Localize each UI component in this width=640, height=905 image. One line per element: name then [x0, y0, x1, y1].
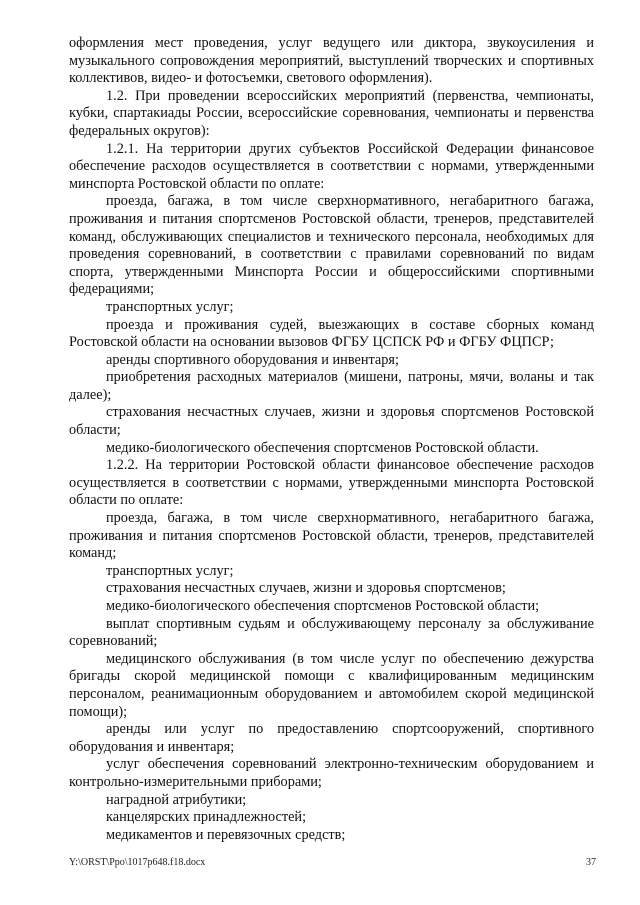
paragraph: приобретения расходных материалов (мишени, патроны, мячи, воланы и так далее);	[69, 369, 594, 403]
paragraph: 1.2.2. На территории Ростовской области финансовое обеспечение расходов осуществляется в соответствии с нормами, утвержденными минспорта Ростовской области по оплате:	[69, 457, 594, 509]
footer-file-path: Y:\ORST\Ppo\1017p648.f18.docx	[69, 857, 206, 868]
paragraph: проезда, багажа, в том числе сверхнормативного, негабаритного багажа, проживания и питания спортсменов Ростовской области, тренеров, представителей команд, обслуживающих специалистов и технического персонала, необходимых для проведения соревнований, в соответствии с правилами соревнований по видам спорта, утвержденными Минспорта России и общероссийскими спортивными федерациями;	[69, 193, 594, 298]
paragraph: оформления мест проведения, услуг ведущего или диктора, звукоусиления и музыкального сопровождения мероприятий, выступлений творческих и спортивных коллективов, видео- и фотосъемки, светового оформления).	[69, 35, 594, 87]
paragraph: наградной атрибутики;	[106, 791, 247, 808]
paragraph: транспортных услуг;	[106, 562, 234, 579]
paragraph: канцелярских принадлежностей;	[106, 809, 307, 826]
paragraph: медико-биологического обеспечения спортсменов Ростовской области.	[106, 439, 539, 456]
paragraph: медико-биологического обеспечения спортсменов Ростовской области;	[106, 598, 540, 614]
paragraph: выплат спортивным судьям и обслуживающему персоналу за обслуживание соревнований;	[69, 615, 594, 650]
paragraph: проезда и проживания судей, выезжающих в составе сборных команд Ростовской области на основании вызовов ФГБУ ЦСПСК РФ и ФГБУ ФЦПСР;	[69, 316, 594, 351]
document-body	[69, 35, 594, 844]
paragraph: страхования несчастных случаев, жизни и здоровья спортсменов;	[106, 580, 506, 597]
paragraph: аренды спортивного оборудования и инвентаря;	[106, 351, 399, 368]
paragraph: медикаментов и перевязочных средств;	[106, 826, 346, 843]
paragraph: 1.2. При проведении всероссийских мероприятий (первенства, чемпионаты, кубки, спартакиады России, всероссийские соревнования, чемпионаты и первенства федеральных округов):	[69, 87, 594, 139]
page-number: 37	[586, 857, 596, 868]
paragraph: медицинского обслуживания (в том числе услуг по обеспечению дежурства бригады скорой медицинской помощи с квалифицированным медицинским персоналом, реанимационным оборудованием и автомобилем скорой медицинской помощи);	[69, 650, 594, 720]
paragraph: проезда, багажа, в том числе сверхнормативного, негабаритного багажа, проживания и питания спортсменов Ростовской области, тренеров, представителей команд;	[69, 510, 594, 562]
paragraph: услуг обеспечения соревнований электронно-техническим оборудованием и контрольно-измерительными приборами;	[69, 756, 594, 790]
paragraph: транспортных услуг;	[106, 298, 234, 315]
paragraph: 1.2.1. На территории других субъектов Российской Федерации финансовое обеспечение расходов осуществляется в соответствии с нормами, утвержденными минспорта Ростовской области по оплате:	[69, 140, 594, 192]
paragraph: страхования несчастных случаев, жизни и здоровья спортсменов Ростовской области;	[69, 404, 594, 439]
paragraph: аренды или услуг по предоставлению спортсооружений, спортивного оборудования и инвентаря;	[69, 721, 594, 755]
